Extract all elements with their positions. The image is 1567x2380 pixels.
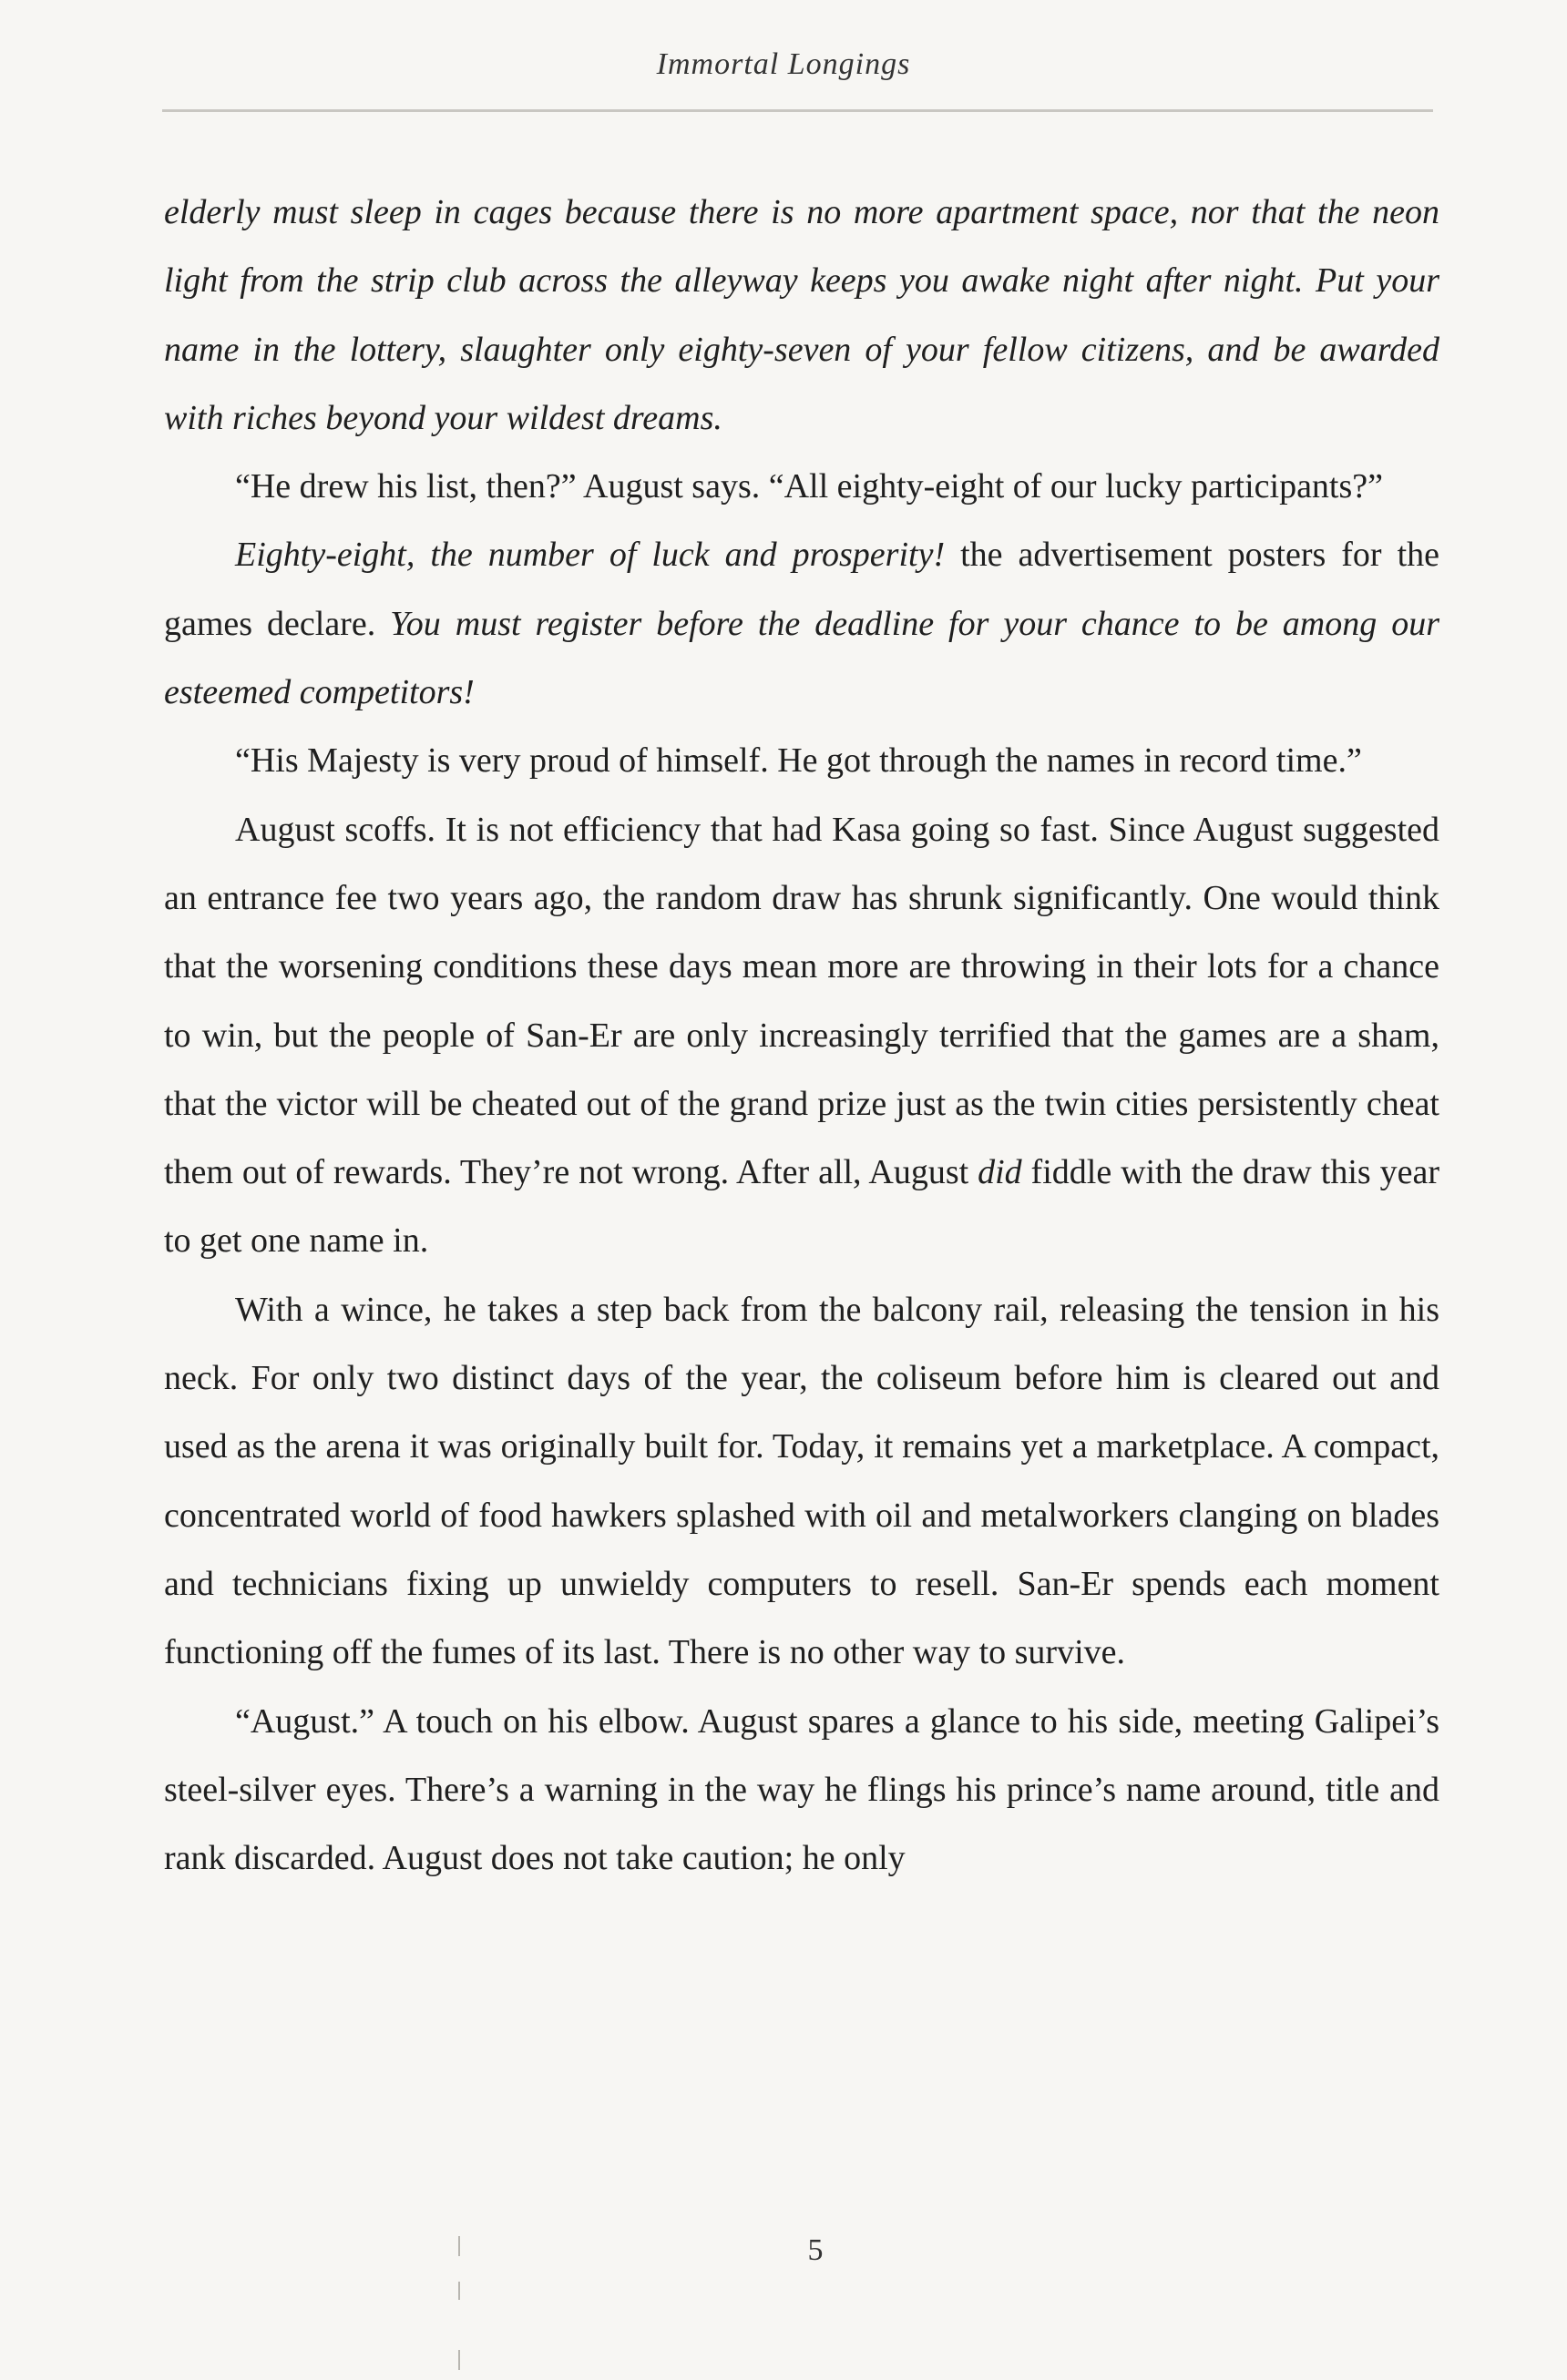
paragraph-3-text-b: the advertisement posters for the games declare.: [164, 536, 1439, 643]
paragraph-5-text-c: fiddle with the draw this year to get one name in.: [164, 1153, 1439, 1261]
header-rule: [162, 109, 1433, 112]
scan-gutter-mark: [458, 2236, 460, 2256]
paragraph-2: “He drew his list, then?” August says. “All eighty-eight of our lucky participants?”: [235, 467, 1384, 506]
paragraph-7: “August.” A touch on his elbow. August spares a glance to his side, meeting Galipei’s steel-silver eyes. There’s a warning in the way he flings his prince’s name around, title and rank discarded. August does not take caution; he only: [164, 1701, 1439, 1878]
page-number: 5: [807, 2233, 824, 2267]
scan-gutter-mark: [458, 2282, 460, 2300]
paragraph-5: [164, 796, 1439, 1276]
running-header: Immortal Longings: [656, 47, 911, 81]
paragraph-3: [164, 521, 1439, 727]
paragraph-4: “His Majesty is very proud of himself. He got through the names in record time.”: [235, 741, 1362, 781]
paragraph-6: With a wince, he takes a step back from the balcony rail, releasing the tension in his neck. For only two distinct days of the year, the coliseum before him is cleared out and used as the arena it was originally built for. Today, it remains yet a marketplace. A compact, concentrated world of food hawkers splashed with oil and metalworkers clanging on blades and technicians fixing up unwieldy computers to resell. San-Er spends each moment functioning off the fumes of its last. There is no other way to survive.: [164, 1290, 1439, 1672]
scan-gutter-mark: [458, 2350, 460, 2370]
paragraph-5-text-a: August scoffs. It is not efficiency that had Kasa going so fast. Since August suggested an entrance fee two years ago, the random draw has shrunk significantly. One would think that the worsening conditions these days mean more are throwing in their lots for a chance to win, but the people of San-Er are only increasingly terrified that the games are a sham, that the victor will be cheated out of the grand prize just as the twin cities persistently cheat them out of rewards. They’re not wrong. After all, August: [164, 810, 1439, 1192]
paragraph-1-italic: elderly must sleep in cages because there is no more apartment space, nor that the neon light from the strip club across the alleyway keeps you awake night after night. Put your name in the lottery, slaughter only eighty-seven of your fellow citizens, and be awarded with riches beyond your wildest dreams.: [164, 193, 1439, 437]
paragraph-3-italic-a: Eighty-eight, the number of luck and prosperity!: [235, 536, 946, 575]
paragraph-1: [164, 179, 1439, 453]
paragraph-3-italic-c: You must register before the deadline for your chance to be among our esteemed competitors!: [164, 604, 1439, 712]
paragraph-5-italic-b: did: [978, 1153, 1022, 1192]
body-text: [164, 179, 1439, 1893]
